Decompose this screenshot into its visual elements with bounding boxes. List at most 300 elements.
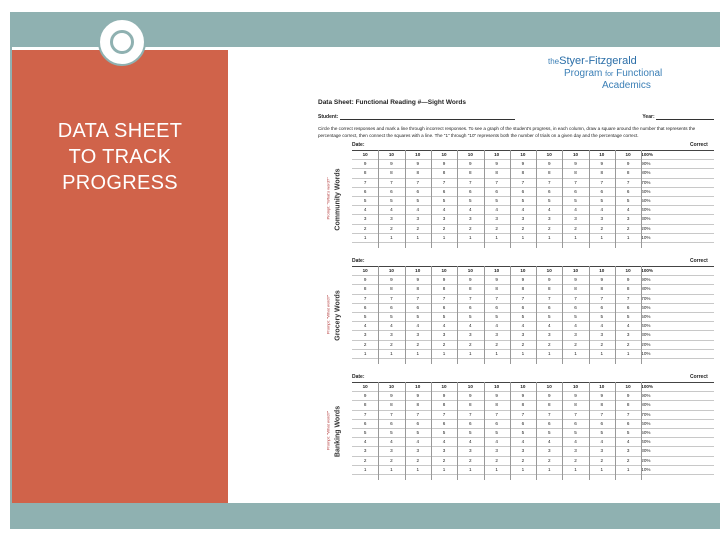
grid-cell[interactable]: 8 xyxy=(416,170,420,176)
grid-cell[interactable]: 1 xyxy=(626,234,630,240)
grid-cell[interactable]: 8 xyxy=(600,402,604,408)
grid-cell[interactable]: 10 xyxy=(494,268,500,273)
grid-cell[interactable]: 8 xyxy=(521,170,525,176)
grid-cell[interactable]: 6 xyxy=(390,188,393,194)
grid-cell[interactable]: 9 xyxy=(495,393,498,399)
grid-cell[interactable]: 10 xyxy=(467,152,473,157)
grid-cell[interactable]: 1 xyxy=(495,350,498,356)
grid-cell[interactable]: 1 xyxy=(469,466,472,472)
grid-cell[interactable]: 6 xyxy=(416,304,420,310)
grid-cell[interactable]: 2 xyxy=(390,341,393,347)
grid-cell[interactable]: 4 xyxy=(521,439,525,445)
grid-cell[interactable]: 3 xyxy=(600,332,604,338)
grid-cell[interactable]: 6 xyxy=(495,420,498,426)
grid-cell[interactable]: 10 xyxy=(599,152,605,157)
grid-cell[interactable]: 3 xyxy=(600,216,604,222)
grid-cell[interactable]: 8 xyxy=(416,286,420,292)
grid-cell[interactable]: 1 xyxy=(600,234,604,240)
grid-cell[interactable]: 8 xyxy=(469,170,472,176)
grid-cell[interactable]: 2 xyxy=(626,457,630,463)
grid-cell[interactable]: 4 xyxy=(547,207,551,213)
grid-cell[interactable]: 5 xyxy=(600,313,604,319)
grid-cell[interactable]: 1 xyxy=(390,466,393,472)
grid-cell[interactable]: 7 xyxy=(390,179,393,185)
grid-cell[interactable]: 8 xyxy=(363,286,367,292)
grid-cell[interactable]: 6 xyxy=(416,188,420,194)
grid-cell[interactable]: 10 xyxy=(388,152,394,157)
grid-cell[interactable]: 6 xyxy=(574,304,577,310)
grid-cell[interactable]: 7 xyxy=(574,179,577,185)
grid-cell[interactable]: 2 xyxy=(495,341,498,347)
grid-cell[interactable]: 2 xyxy=(363,225,367,231)
grid-cell[interactable]: 7 xyxy=(390,411,393,417)
grid-cell[interactable]: 10 xyxy=(441,268,447,273)
grid-cell[interactable]: 7 xyxy=(600,179,604,185)
grid-cell[interactable]: 6 xyxy=(442,188,446,194)
grid-cell[interactable]: 4 xyxy=(547,323,551,329)
grid-cell[interactable]: 8 xyxy=(390,170,393,176)
grid-cell[interactable]: 5 xyxy=(600,429,604,435)
grid-cell[interactable]: 2 xyxy=(442,341,446,347)
grid-cell[interactable]: 2 xyxy=(600,225,604,231)
grid-cell[interactable]: 3 xyxy=(521,332,525,338)
grid-cell[interactable]: 4 xyxy=(363,323,367,329)
grid-cell[interactable]: 9 xyxy=(363,277,367,283)
grid-cell[interactable]: 3 xyxy=(390,332,393,338)
grid-cell[interactable]: 4 xyxy=(626,323,630,329)
grid-cell[interactable]: 1 xyxy=(574,350,577,356)
grid-cell[interactable]: 3 xyxy=(416,448,420,454)
grid-cell[interactable]: 4 xyxy=(574,207,577,213)
grid-cell[interactable]: 7 xyxy=(626,411,630,417)
grid-cell[interactable]: 3 xyxy=(547,448,551,454)
grid-cell[interactable]: 5 xyxy=(495,197,498,203)
grid-cell[interactable]: 10 xyxy=(546,268,552,273)
grid-cell[interactable]: 3 xyxy=(626,448,630,454)
grid-cell[interactable]: 3 xyxy=(495,216,498,222)
grid-cell[interactable]: 2 xyxy=(469,341,472,347)
grid-cell[interactable]: 2 xyxy=(574,457,577,463)
grid-cell[interactable]: 6 xyxy=(547,420,551,426)
grid-cell[interactable]: 10 xyxy=(415,152,421,157)
grid-cell[interactable]: 5 xyxy=(574,197,577,203)
grid-cell[interactable]: 7 xyxy=(495,179,498,185)
grid-cell[interactable]: 3 xyxy=(574,448,577,454)
grid-cell[interactable]: 5 xyxy=(547,197,551,203)
grid-cell[interactable]: 9 xyxy=(574,277,577,283)
grid-cell[interactable]: 5 xyxy=(390,197,393,203)
grid-cell[interactable]: 4 xyxy=(442,323,446,329)
grid-cell[interactable]: 2 xyxy=(416,341,420,347)
grid-cell[interactable]: 5 xyxy=(521,429,525,435)
grid-cell[interactable]: 2 xyxy=(469,457,472,463)
grid-cell[interactable]: 6 xyxy=(469,420,472,426)
grid-cell[interactable]: 9 xyxy=(469,393,472,399)
grid-cell[interactable]: 7 xyxy=(495,411,498,417)
grid-cell[interactable]: 3 xyxy=(442,448,446,454)
grid-cell[interactable]: 6 xyxy=(574,420,577,426)
grid-cell[interactable]: 1 xyxy=(442,350,446,356)
grid-cell[interactable]: 7 xyxy=(390,295,393,301)
grid-cell[interactable]: 1 xyxy=(363,350,367,356)
grid-cell[interactable]: 8 xyxy=(626,402,630,408)
grid-cell[interactable]: 10 xyxy=(625,268,631,273)
grid-cell[interactable]: 5 xyxy=(469,197,472,203)
grid-cell[interactable]: 10 xyxy=(546,384,552,389)
grid-cell[interactable]: 8 xyxy=(469,402,472,408)
grid-cell[interactable]: 8 xyxy=(495,286,498,292)
grid-cell[interactable]: 9 xyxy=(521,393,525,399)
grid-cell[interactable]: 5 xyxy=(390,429,393,435)
grid-cell[interactable]: 3 xyxy=(363,448,367,454)
grid-cell[interactable]: 9 xyxy=(469,277,472,283)
grid-cell[interactable]: 2 xyxy=(495,225,498,231)
grid-cell[interactable]: 4 xyxy=(574,323,577,329)
grid-cell[interactable]: 3 xyxy=(547,216,551,222)
grid-cell[interactable]: 8 xyxy=(442,402,446,408)
grid-cell[interactable]: 1 xyxy=(547,234,551,240)
grid-cell[interactable]: 8 xyxy=(390,402,393,408)
grid-cell[interactable]: 1 xyxy=(574,466,577,472)
grid-cell[interactable]: 10 xyxy=(494,152,500,157)
grid-cell[interactable]: 2 xyxy=(363,457,367,463)
grid-cell[interactable]: 1 xyxy=(521,234,525,240)
grid-cell[interactable]: 6 xyxy=(442,420,446,426)
grid-cell[interactable]: 9 xyxy=(521,277,525,283)
grid-cell[interactable]: 4 xyxy=(600,439,604,445)
grid-cell[interactable]: 4 xyxy=(416,439,420,445)
grid-cell[interactable]: 3 xyxy=(626,332,630,338)
grid-cell[interactable]: 7 xyxy=(416,179,420,185)
grid-cell[interactable]: 7 xyxy=(521,411,525,417)
grid-cell[interactable]: 9 xyxy=(626,161,630,167)
grid-cell[interactable]: 2 xyxy=(469,225,472,231)
grid-cell[interactable]: 2 xyxy=(600,341,604,347)
grid-cell[interactable]: 3 xyxy=(574,216,577,222)
grid-cell[interactable]: 4 xyxy=(469,207,472,213)
grid-cell[interactable]: 9 xyxy=(390,161,393,167)
grid-cell[interactable]: 4 xyxy=(521,207,525,213)
grid-cell[interactable]: 5 xyxy=(600,197,604,203)
grid-cell[interactable]: 7 xyxy=(547,295,551,301)
grid-cell[interactable]: 3 xyxy=(390,448,393,454)
grid-cell[interactable]: 6 xyxy=(547,304,551,310)
grid-cell[interactable]: 5 xyxy=(574,429,577,435)
grid-cell[interactable]: 4 xyxy=(390,439,393,445)
grid-cell[interactable]: 4 xyxy=(495,323,498,329)
grid-cell[interactable]: 2 xyxy=(390,457,393,463)
grid-cell[interactable]: 5 xyxy=(442,313,446,319)
grid-cell[interactable]: 2 xyxy=(574,225,577,231)
grid-cell[interactable]: 10 xyxy=(362,384,368,389)
grid-cell[interactable]: 10 xyxy=(467,384,473,389)
grid-cell[interactable]: 8 xyxy=(442,286,446,292)
grid-cell[interactable]: 1 xyxy=(574,234,577,240)
grid-cell[interactable]: 4 xyxy=(626,207,630,213)
grid-cell[interactable]: 1 xyxy=(547,350,551,356)
grid-cell[interactable]: 2 xyxy=(626,341,630,347)
grid-cell[interactable]: 6 xyxy=(574,188,577,194)
grid-cell[interactable]: 4 xyxy=(495,207,498,213)
grid-cell[interactable]: 8 xyxy=(390,286,393,292)
grid-cell[interactable]: 3 xyxy=(390,216,393,222)
grid-cell[interactable]: 7 xyxy=(574,411,577,417)
grid-cell[interactable]: 10 xyxy=(415,268,421,273)
grid-cell[interactable]: 7 xyxy=(600,411,604,417)
grid-cell[interactable]: 1 xyxy=(363,466,367,472)
grid-cell[interactable]: 3 xyxy=(495,448,498,454)
grid-cell[interactable]: 3 xyxy=(469,216,472,222)
grid-cell[interactable]: 10 xyxy=(572,152,579,157)
grid-cell[interactable]: 2 xyxy=(390,225,393,231)
grid-cell[interactable]: 10 xyxy=(572,384,579,389)
grid-cell[interactable]: 1 xyxy=(390,350,393,356)
grid-cell[interactable]: 1 xyxy=(442,234,446,240)
grid-cell[interactable]: 8 xyxy=(574,170,577,176)
grid-cell[interactable]: 5 xyxy=(469,429,472,435)
grid-cell[interactable]: 10 xyxy=(494,384,500,389)
grid-cell[interactable]: 10 xyxy=(625,384,631,389)
grid-cell[interactable]: 9 xyxy=(547,161,551,167)
grid-cell[interactable]: 3 xyxy=(600,448,604,454)
grid-cell[interactable]: 3 xyxy=(363,332,367,338)
grid-cell[interactable]: 7 xyxy=(363,411,367,417)
grid-cell[interactable]: 5 xyxy=(363,197,367,203)
grid-cell[interactable]: 5 xyxy=(626,429,630,435)
grid-cell[interactable]: 7 xyxy=(521,179,525,185)
grid-cell[interactable]: 7 xyxy=(469,179,472,185)
grid-cell[interactable]: 5 xyxy=(442,429,446,435)
grid-cell[interactable]: 10 xyxy=(546,152,552,157)
grid-cell[interactable]: 6 xyxy=(363,420,367,426)
grid-cell[interactable]: 4 xyxy=(600,323,604,329)
grid-cell[interactable]: 9 xyxy=(574,393,577,399)
grid-cell[interactable]: 8 xyxy=(495,402,498,408)
grid-cell[interactable]: 3 xyxy=(574,332,577,338)
grid-cell[interactable]: 7 xyxy=(600,295,604,301)
grid-cell[interactable]: 1 xyxy=(416,234,420,240)
grid-cell[interactable]: 7 xyxy=(574,295,577,301)
grid-cell[interactable]: 5 xyxy=(495,429,498,435)
grid-cell[interactable]: 3 xyxy=(626,216,630,222)
grid-cell[interactable]: 6 xyxy=(626,420,630,426)
grid-cell[interactable]: 5 xyxy=(442,197,446,203)
grid-cell[interactable]: 10 xyxy=(625,152,631,157)
grid-cell[interactable]: 6 xyxy=(469,304,472,310)
grid-cell[interactable]: 9 xyxy=(521,161,525,167)
grid-cell[interactable]: 10 xyxy=(599,268,605,273)
grid-cell[interactable]: 5 xyxy=(363,429,367,435)
grid-cell[interactable]: 3 xyxy=(442,216,446,222)
grid-cell[interactable]: 8 xyxy=(547,402,551,408)
grid-cell[interactable]: 6 xyxy=(600,304,604,310)
grid-cell[interactable]: 7 xyxy=(521,295,525,301)
grid-cell[interactable]: 4 xyxy=(547,439,551,445)
grid-cell[interactable]: 10 xyxy=(520,384,526,389)
grid-cell[interactable]: 5 xyxy=(416,429,420,435)
grid-cell[interactable]: 2 xyxy=(442,457,446,463)
grid-cell[interactable]: 6 xyxy=(363,188,367,194)
grid-cell[interactable]: 4 xyxy=(495,439,498,445)
grid-cell[interactable]: 7 xyxy=(547,411,551,417)
grid-cell[interactable]: 5 xyxy=(416,313,420,319)
grid-cell[interactable]: 1 xyxy=(521,466,525,472)
grid-cell[interactable]: 5 xyxy=(626,197,630,203)
grid-cell[interactable]: 9 xyxy=(600,277,604,283)
grid-cell[interactable]: 9 xyxy=(600,161,604,167)
grid-cell[interactable]: 2 xyxy=(416,225,420,231)
grid-cell[interactable]: 10 xyxy=(441,384,447,389)
grid-cell[interactable]: 9 xyxy=(416,277,420,283)
grid-cell[interactable]: 8 xyxy=(495,170,498,176)
grid-cell[interactable]: 2 xyxy=(600,457,604,463)
grid-cell[interactable]: 9 xyxy=(600,393,604,399)
grid-cell[interactable]: 1 xyxy=(495,234,498,240)
grid-cell[interactable]: 9 xyxy=(363,393,367,399)
grid-cell[interactable]: 7 xyxy=(416,411,420,417)
grid-cell[interactable]: 9 xyxy=(495,277,498,283)
grid-cell[interactable]: 1 xyxy=(521,350,525,356)
grid-cell[interactable]: 7 xyxy=(469,295,472,301)
grid-cell[interactable]: 6 xyxy=(442,304,446,310)
grid-cell[interactable]: 8 xyxy=(626,170,630,176)
grid-cell[interactable]: 8 xyxy=(600,170,604,176)
grid-cell[interactable]: 4 xyxy=(442,439,446,445)
grid-cell[interactable]: 1 xyxy=(600,350,604,356)
grid-cell[interactable]: 2 xyxy=(521,341,525,347)
grid-cell[interactable]: 2 xyxy=(574,341,577,347)
grid-cell[interactable]: 2 xyxy=(547,457,551,463)
grid-cell[interactable]: 5 xyxy=(363,313,367,319)
grid-cell[interactable]: 1 xyxy=(416,466,420,472)
grid-cell[interactable]: 5 xyxy=(495,313,498,319)
grid-cell[interactable]: 10 xyxy=(388,268,394,273)
grid-cell[interactable]: 9 xyxy=(495,161,498,167)
grid-cell[interactable]: 1 xyxy=(442,466,446,472)
grid-cell[interactable]: 2 xyxy=(521,457,525,463)
grid-cell[interactable]: 6 xyxy=(495,304,498,310)
grid-cell[interactable]: 7 xyxy=(363,295,367,301)
grid-cell[interactable]: 9 xyxy=(442,161,446,167)
grid-cell[interactable]: 2 xyxy=(547,341,551,347)
grid-cell[interactable]: 7 xyxy=(416,295,420,301)
grid-cell[interactable]: 1 xyxy=(626,466,630,472)
grid-cell[interactable]: 8 xyxy=(521,286,525,292)
grid-cell[interactable]: 6 xyxy=(416,420,420,426)
grid-cell[interactable]: 5 xyxy=(521,197,525,203)
grid-cell[interactable]: 2 xyxy=(521,225,525,231)
grid-cell[interactable]: 1 xyxy=(416,350,420,356)
grid-cell[interactable]: 6 xyxy=(469,188,472,194)
grid-cell[interactable]: 7 xyxy=(363,179,367,185)
grid-cell[interactable]: 7 xyxy=(547,179,551,185)
grid-cell[interactable]: 9 xyxy=(547,277,551,283)
grid-cell[interactable]: 6 xyxy=(600,188,604,194)
grid-cell[interactable]: 8 xyxy=(574,286,577,292)
grid-cell[interactable]: 6 xyxy=(390,304,393,310)
grid-cell[interactable]: 8 xyxy=(574,402,577,408)
grid-cell[interactable]: 1 xyxy=(390,234,393,240)
grid-cell[interactable]: 8 xyxy=(521,402,525,408)
grid-cell[interactable]: 4 xyxy=(442,207,446,213)
grid-cell[interactable]: 4 xyxy=(574,439,577,445)
grid-cell[interactable]: 7 xyxy=(442,295,446,301)
grid-cell[interactable]: 6 xyxy=(521,420,525,426)
grid-cell[interactable]: 3 xyxy=(469,448,472,454)
grid-cell[interactable]: 3 xyxy=(521,448,525,454)
grid-cell[interactable]: 4 xyxy=(416,207,420,213)
grid-cell[interactable]: 4 xyxy=(521,323,525,329)
grid-cell[interactable]: 10 xyxy=(388,384,394,389)
grid-cell[interactable]: 10 xyxy=(520,268,526,273)
grid-cell[interactable]: 8 xyxy=(363,170,367,176)
grid-cell[interactable]: 9 xyxy=(547,393,551,399)
grid-cell[interactable]: 4 xyxy=(600,207,604,213)
grid-cell[interactable]: 7 xyxy=(495,295,498,301)
grid-cell[interactable]: 7 xyxy=(442,411,446,417)
grid-cell[interactable]: 10 xyxy=(415,384,421,389)
grid-cell[interactable]: 4 xyxy=(390,207,393,213)
grid-cell[interactable]: 1 xyxy=(626,350,630,356)
grid-cell[interactable]: 10 xyxy=(599,384,605,389)
grid-cell[interactable]: 4 xyxy=(363,207,367,213)
grid-cell[interactable]: 9 xyxy=(390,277,393,283)
grid-cell[interactable]: 1 xyxy=(469,350,472,356)
grid-cell[interactable]: 10 xyxy=(520,152,526,157)
grid-cell[interactable]: 10 xyxy=(362,152,368,157)
grid-cell[interactable]: 10 xyxy=(467,268,473,273)
grid-cell[interactable]: 9 xyxy=(574,161,577,167)
grid-cell[interactable]: 5 xyxy=(547,429,551,435)
grid-cell[interactable]: 3 xyxy=(442,332,446,338)
grid-cell[interactable]: 3 xyxy=(416,216,420,222)
grid-cell[interactable]: 7 xyxy=(469,411,472,417)
grid-cell[interactable]: 4 xyxy=(469,323,472,329)
grid-cell[interactable]: 5 xyxy=(469,313,472,319)
grid-cell[interactable]: 9 xyxy=(363,161,367,167)
grid-cell[interactable]: 7 xyxy=(626,179,630,185)
grid-cell[interactable]: 8 xyxy=(363,402,367,408)
grid-cell[interactable]: 1 xyxy=(469,234,472,240)
grid-cell[interactable]: 2 xyxy=(547,225,551,231)
grid-cell[interactable]: 4 xyxy=(626,439,630,445)
grid-cell[interactable]: 1 xyxy=(600,466,604,472)
grid-cell[interactable]: 6 xyxy=(626,188,630,194)
grid-cell[interactable]: 5 xyxy=(626,313,630,319)
grid-cell[interactable]: 9 xyxy=(390,393,393,399)
grid-cell[interactable]: 8 xyxy=(547,286,551,292)
grid-cell[interactable]: 6 xyxy=(495,188,498,194)
grid-cell[interactable]: 5 xyxy=(547,313,551,319)
grid-cell[interactable]: 1 xyxy=(363,234,367,240)
grid-cell[interactable]: 2 xyxy=(495,457,498,463)
grid-cell[interactable]: 4 xyxy=(469,439,472,445)
grid-cell[interactable]: 9 xyxy=(626,277,630,283)
grid-cell[interactable]: 5 xyxy=(416,197,420,203)
grid-cell[interactable]: 9 xyxy=(442,277,446,283)
grid-cell[interactable]: 8 xyxy=(469,286,472,292)
grid-cell[interactable]: 6 xyxy=(521,188,525,194)
grid-cell[interactable]: 4 xyxy=(390,323,393,329)
grid-cell[interactable]: 4 xyxy=(363,439,367,445)
grid-cell[interactable]: 2 xyxy=(626,225,630,231)
grid-cell[interactable]: 8 xyxy=(626,286,630,292)
grid-cell[interactable]: 2 xyxy=(363,341,367,347)
grid-cell[interactable]: 9 xyxy=(469,161,472,167)
grid-cell[interactable]: 3 xyxy=(521,216,525,222)
grid-cell[interactable]: 9 xyxy=(416,161,420,167)
grid-cell[interactable]: 6 xyxy=(547,188,551,194)
